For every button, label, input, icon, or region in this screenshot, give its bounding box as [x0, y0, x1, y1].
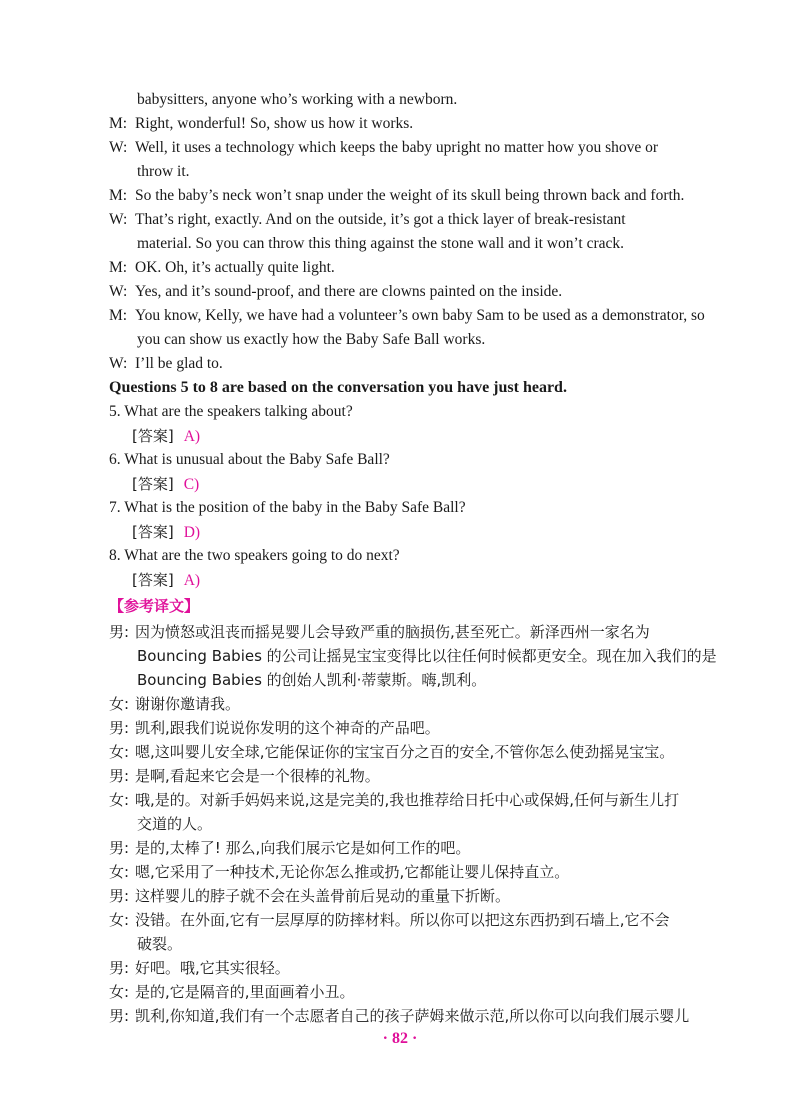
translation-line	[109, 860, 721, 884]
translation-text: 嗯,它采用了一种技术,无论你怎么推或扔,它都能让婴儿保持直立。	[135, 863, 570, 881]
speaker-label: W:	[109, 283, 128, 300]
dialogue-line	[109, 352, 721, 376]
translation-line	[109, 980, 721, 1004]
answer-row	[132, 424, 744, 449]
speaker-label: 男:	[109, 623, 130, 641]
translation-line	[109, 788, 721, 812]
translation-line	[109, 908, 721, 932]
answer-label: [答案]	[132, 523, 174, 541]
speaker-label: M:	[109, 259, 128, 276]
dialogue-text: OK. Oh, it’s actually quite light.	[135, 259, 335, 276]
answer-value: C)	[183, 476, 200, 493]
dialogue-text: So the baby’s neck won’t snap under the weight of its skull being thrown back and forth.	[135, 187, 685, 204]
translation-text: 是的,它是隔音的,里面画着小丑。	[135, 983, 355, 1001]
translation-text: 没错。在外面,它有一层厚厚的防摔材料。所以你可以把这东西扔到石墙上,它不会	[135, 911, 670, 929]
speaker-label: W:	[109, 139, 128, 156]
dialogue-line	[109, 256, 721, 280]
speaker-label: 女:	[109, 743, 130, 761]
answer-label: [答案]	[132, 475, 174, 493]
dialogue-line: throw it.	[137, 163, 190, 180]
translation-line	[109, 764, 721, 788]
dialogue-line	[109, 280, 721, 304]
translation-text: 凯利,跟我们说说你发明的这个神奇的产品吧。	[135, 719, 440, 737]
question-item: 6. What is unusual about the Baby Safe Ball?	[109, 451, 390, 468]
translation-line	[109, 620, 721, 644]
dialogue-line	[109, 304, 721, 328]
translation-text: 凯利,你知道,我们有一个志愿者自己的孩子萨姆来做示范,所以你可以向我们展示婴儿	[135, 1007, 690, 1025]
speaker-label: 男:	[109, 959, 130, 977]
dialogue-text: Right, wonderful! So, show us how it works.	[135, 115, 414, 132]
translation-text: 哦,是的。对新手妈妈来说,这是完美的,我也推荐给日托中心或保姆,任何与新生儿打	[135, 791, 680, 809]
answer-row	[132, 472, 744, 497]
speaker-label: 男:	[109, 767, 130, 785]
question-item: 8. What are the two speakers going to do next?	[109, 547, 400, 564]
translation-line	[109, 836, 721, 860]
translation-line: Bouncing Babies 的创始人凯利·蒂蒙斯。嗨,凯利。	[137, 671, 487, 689]
answer-label: [答案]	[132, 427, 174, 445]
dialogue-text: You know, Kelly, we have had a volunteer’s own baby Sam to be used as a demonstrator, so	[135, 307, 705, 324]
speaker-label: 女:	[109, 863, 130, 881]
dialogue-line	[109, 184, 721, 208]
translation-line: 破裂。	[137, 935, 183, 953]
translation-line	[109, 884, 721, 908]
answer-value: D)	[183, 524, 201, 541]
dialogue-line	[109, 208, 721, 232]
question-item: 5. What are the speakers talking about?	[109, 403, 353, 420]
dialogue-text: That’s right, exactly. And on the outside, it’s got a thick layer of break-resistant	[135, 211, 626, 228]
page-number: · 82 ·	[382, 1030, 418, 1047]
dialogue-text: Yes, and it’s sound-proof, and there are clowns painted on the inside.	[135, 283, 563, 300]
speaker-label: 女:	[109, 695, 130, 713]
translation-text: 是的,太棒了! 那么,向我们展示它是如何工作的吧。	[135, 839, 471, 857]
dialogue-text: Well, it uses a technology which keeps the baby upright no matter how you shove or	[135, 139, 659, 156]
translation-line: Bouncing Babies 的公司让摇晃宝宝变得比以往任何时候都更安全。现在加入我们的是	[137, 647, 717, 665]
speaker-label: 男:	[109, 839, 130, 857]
translation-text: 嗯,这叫婴儿安全球,它能保证你的宝宝百分之百的安全,不管你怎么使劲摇晃宝宝。	[135, 743, 675, 761]
speaker-label: W:	[109, 355, 128, 372]
reference-translation-title: 【参考译文】	[109, 597, 200, 615]
speaker-label: 男:	[109, 1007, 130, 1025]
speaker-label: 男:	[109, 887, 130, 905]
translation-line	[109, 1004, 721, 1028]
translation-line: 交道的人。	[137, 815, 213, 833]
dialogue-line	[109, 136, 721, 160]
speaker-label: 女:	[109, 983, 130, 1001]
translation-text: 这样婴儿的脖子就不会在头盖骨前后晃动的重量下折断。	[135, 887, 511, 905]
dialogue-line: material. So you can throw this thing against the stone wall and it won’t crack.	[137, 235, 624, 252]
dialogue-line: babysitters, anyone who’s working with a newborn.	[137, 91, 458, 108]
speaker-label: 女:	[109, 791, 130, 809]
answer-row	[132, 568, 744, 593]
translation-text: 谢谢你邀请我。	[135, 695, 241, 713]
questions-header: Questions 5 to 8 are based on the conversation you have just heard.	[109, 379, 567, 396]
translation-line	[109, 740, 721, 764]
translation-line	[109, 956, 721, 980]
dialogue-line: you can show us exactly how the Baby Safe Ball works.	[137, 331, 486, 348]
speaker-label: M:	[109, 307, 128, 324]
translation-text: 好吧。哦,它其实很轻。	[135, 959, 290, 977]
speaker-label: 男:	[109, 719, 130, 737]
translation-line	[109, 692, 721, 716]
translation-text: 是啊,看起来它会是一个很棒的礼物。	[135, 767, 380, 785]
dialogue-text: I’ll be glad to.	[135, 355, 223, 372]
answer-value: A)	[183, 572, 201, 589]
answer-row	[132, 520, 744, 545]
dialogue-line	[109, 112, 721, 136]
answer-label: [答案]	[132, 571, 174, 589]
translation-text: 因为愤怒或沮丧而摇晃婴儿会导致严重的脑损伤,甚至死亡。新泽西州一家名为	[135, 623, 650, 641]
question-item: 7. What is the position of the baby in the Baby Safe Ball?	[109, 499, 466, 516]
speaker-label: M:	[109, 187, 128, 204]
translation-line	[109, 716, 721, 740]
speaker-label: 女:	[109, 911, 130, 929]
speaker-label: W:	[109, 211, 128, 228]
speaker-label: M:	[109, 115, 128, 132]
answer-value: A)	[183, 428, 201, 445]
